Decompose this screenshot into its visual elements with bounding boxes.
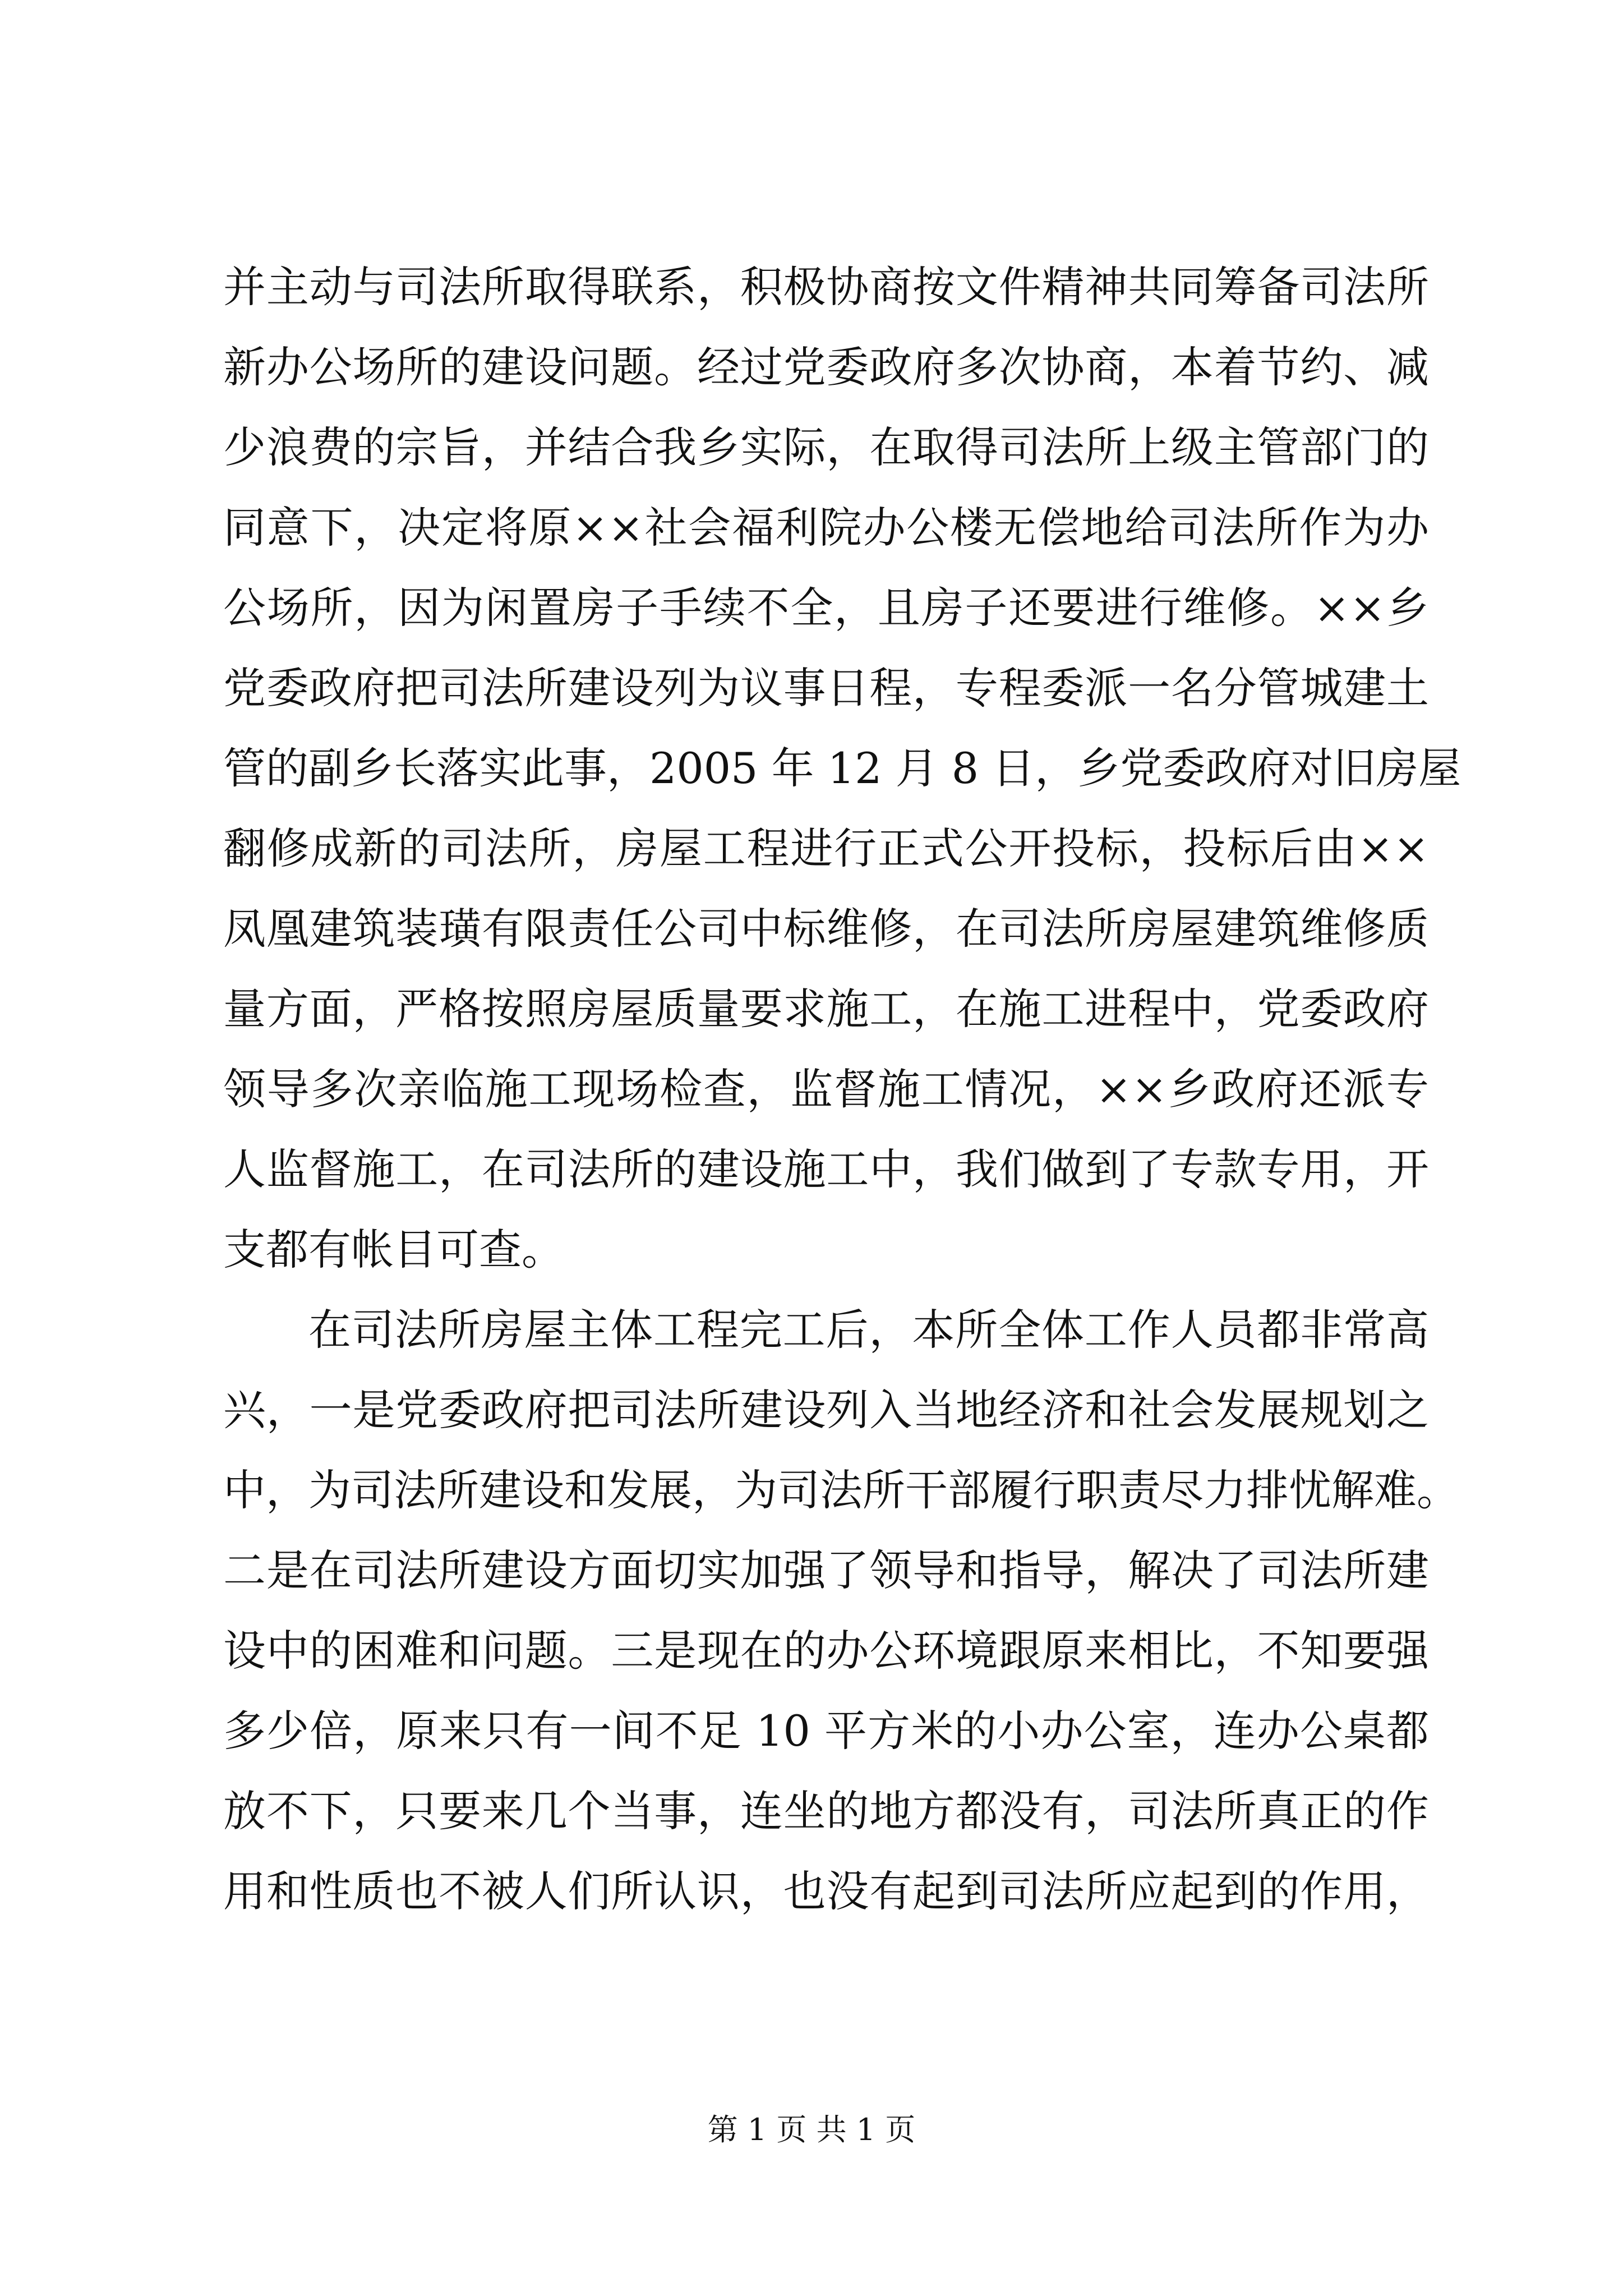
- document-body: [223, 247, 1461, 1931]
- text-line: 放不下，只要来几个当事，连坐的地方都没有，司法所真正的作: [223, 1786, 1429, 1836]
- text-line: 党委政府把司法所建设列为议事日程，专程委派一名分管城建土: [223, 663, 1429, 713]
- text-line: 公场所，因为闲置房子手续不全，且房子还要进行维修。××乡: [223, 583, 1429, 633]
- text-line: 支都有帐目可查。: [223, 1225, 564, 1274]
- text-line: 管的副乡长落实此事，2005 年 12 月 8 日，乡党委政府对旧房屋: [223, 743, 1461, 793]
- text-line: 翻修成新的司法所，房屋工程进行正式公开投标，投标后由××: [223, 823, 1429, 873]
- text-line: 凤凰建筑装璜有限责任公司中标维修，在司法所房屋建筑维修质: [223, 904, 1429, 954]
- text-line: 设中的困难和问题。三是现在的办公环境跟原来相比，不知要强: [223, 1626, 1429, 1676]
- text-line: 并主动与司法所取得联系，积极协商按文件精神共同筹备司法所: [223, 262, 1429, 312]
- paragraph-1: [223, 247, 1461, 1290]
- page-number-label: 第 1 页 共 1 页: [707, 2112, 916, 2147]
- text-line: 领导多次亲临施工现场检查，监督施工情况，××乡政府还派专: [223, 1064, 1429, 1114]
- text-line: 多少倍，原来只有一间不足 10 平方米的小办公室，连办公桌都: [223, 1706, 1429, 1756]
- page-footer: [0, 2110, 1623, 2150]
- text-line: 人监督施工，在司法所的建设施工中，我们做到了专款专用，开: [223, 1144, 1429, 1194]
- text-line: 二是在司法所建设方面切实加强了领导和指导，解决了司法所建: [223, 1545, 1429, 1595]
- text-line: 量方面，严格按照房屋质量要求施工，在施工进程中，党委政府: [223, 984, 1429, 1034]
- paragraph-2: [223, 1290, 1459, 1931]
- text-line: 兴，一是党委政府把司法所建设列入当地经济和社会发展规划之: [223, 1385, 1429, 1435]
- text-line: 同意下，决定将原××社会福利院办公楼无偿地给司法所作为办: [223, 503, 1429, 553]
- text-line: 少浪费的宗旨，并结合我乡实际，在取得司法所上级主管部门的: [223, 422, 1429, 472]
- text-line: 用和性质也不被人们所认识，也没有起到司法所应起到的作用，: [223, 1866, 1429, 1916]
- text-line: 中，为司法所建设和发展，为司法所干部履行职责尽力排忧解难。: [223, 1465, 1459, 1515]
- text-line: 在司法所房屋主体工程完工后，本所全体工作人员都非常高: [308, 1305, 1429, 1355]
- text-line: 新办公场所的建设问题。经过党委政府多次协商，本着节约、减: [223, 342, 1429, 392]
